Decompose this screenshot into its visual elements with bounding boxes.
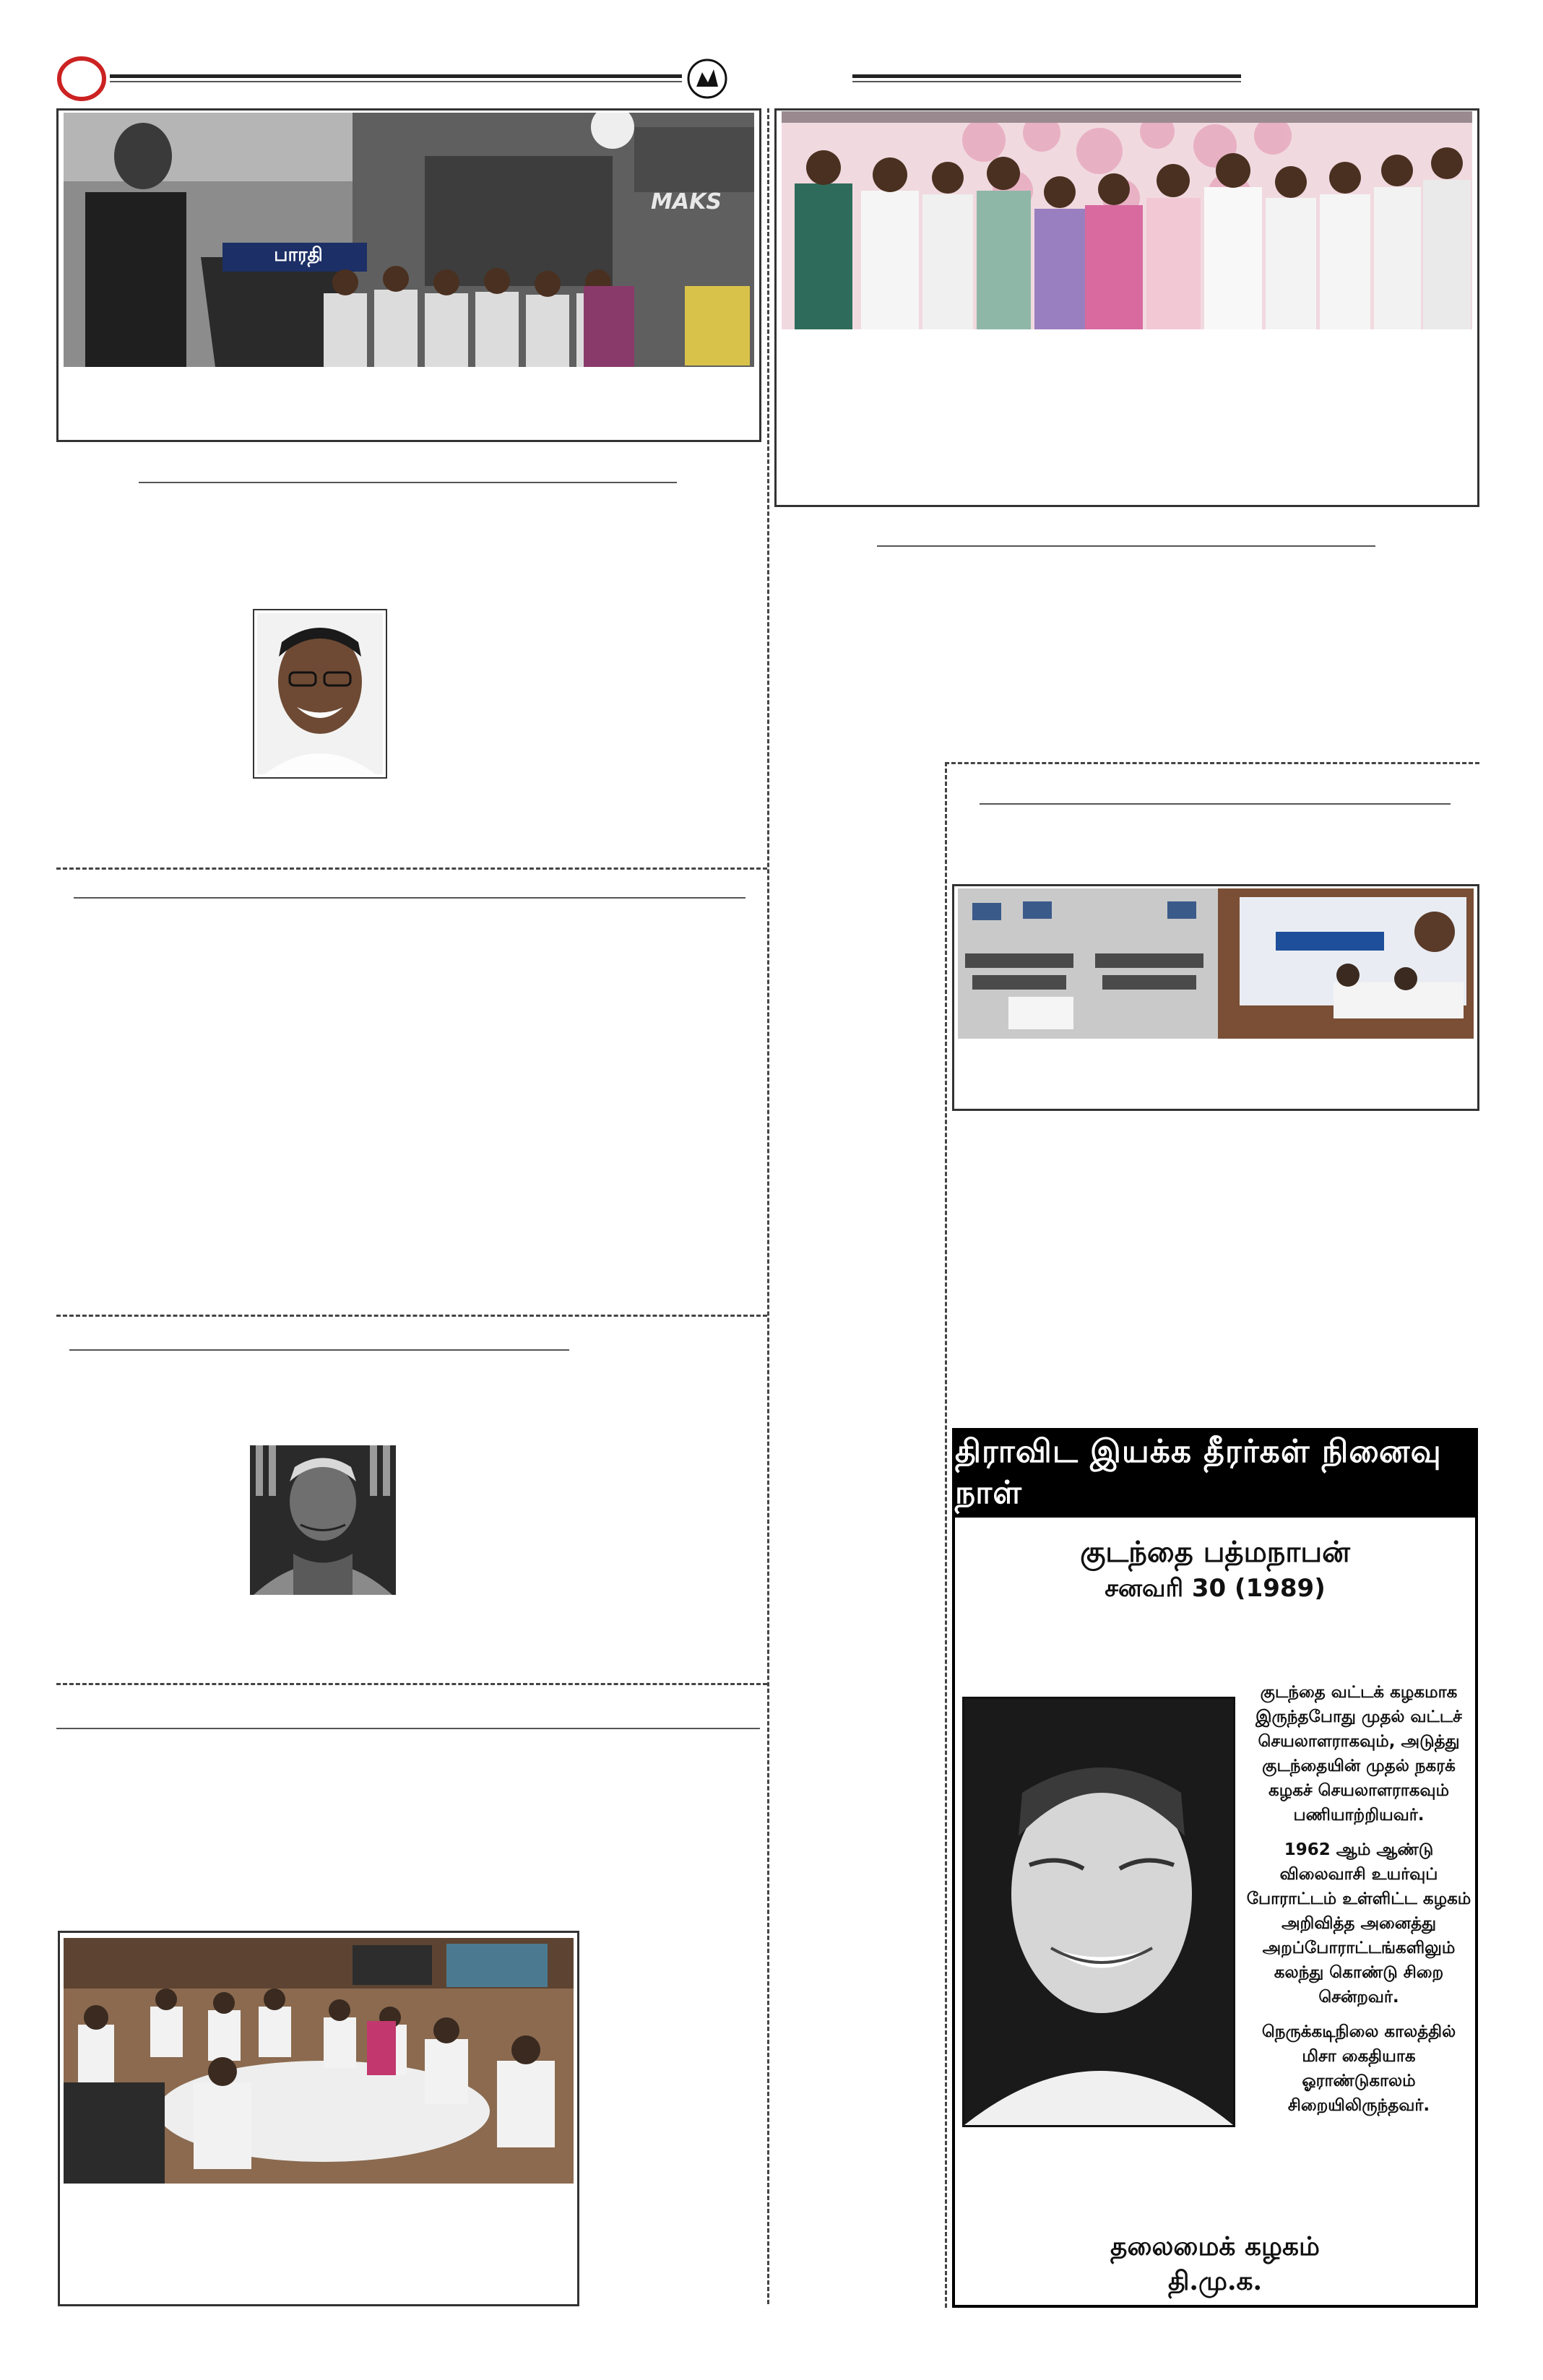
shop-sign-text: MAKS	[651, 189, 722, 215]
portrait-man-glasses	[257, 613, 383, 774]
memorial-org-line-1: தலைமைக் கழகம்	[1110, 2231, 1320, 2262]
memorial-bio	[1244, 1680, 1474, 2128]
wedding-group-photo	[782, 111, 1472, 329]
memorial-portrait	[962, 1697, 1235, 2127]
header-rule-left	[110, 74, 682, 78]
memorial-bio-para-1: குடந்தை வட்டக் கழகமாக இருந்தபோது முதல் வட்டச் செயலாளராகவும், அடுத்து குடந்தையின் முதல் நகரக் கழகச் செயலாளராகவும் பணியாற்றியவர்.	[1255, 1683, 1462, 1825]
speech-event-photo	[64, 113, 754, 367]
memorial-bio-para-2: 1962 ஆம் ஆண்டு விலைவாசி உயர்வுப் போராட்டம் உள்ளிட்ட கழகம் அறிவித்த அனைத்து அறப்போராட்டங்களிலும் கலந்து கொண்டு சிறை சென்றவர்.	[1246, 1840, 1471, 2007]
left-headline-rule-2	[74, 897, 745, 899]
right-inner-divider	[945, 762, 947, 2308]
conference-meeting-photo	[64, 1938, 574, 2184]
page-marker-ring-icon	[56, 55, 107, 103]
left-section-divider-2	[56, 1315, 767, 1317]
right-inner-top-divider	[945, 762, 1479, 764]
memorial-notice	[952, 1428, 1478, 2308]
right-headline-rule-2	[980, 803, 1451, 805]
portrait-elderly-woman	[250, 1445, 396, 1595]
left-headline-rule-3	[69, 1349, 569, 1351]
memorial-bio-para-3: நெருக்கடிநிலை காலத்தில் மிசா கைதியாக ஓராண்டுகாலம் சிறையிலிருந்தவர்.	[1261, 2022, 1456, 2115]
left-section-divider-1	[56, 867, 767, 870]
header-rule-left-under	[110, 81, 682, 82]
column-divider	[767, 108, 769, 2304]
header-rule-right-under	[852, 81, 1241, 82]
left-section-divider-3	[56, 1683, 767, 1685]
memorial-organisation	[955, 2229, 1475, 2298]
right-headline-rule-1	[877, 545, 1375, 547]
left-headline-rule-1	[139, 482, 677, 483]
memorial-date: சனவரி 30 (1989)	[1105, 1574, 1326, 1603]
podium-sign-text: பாரதி	[274, 244, 323, 266]
header-rule-right	[852, 74, 1241, 78]
rising-sun-emblem-icon	[686, 58, 728, 100]
video-conference-photo	[958, 888, 1474, 1039]
memorial-name: குடந்தை பத்மநாபன்	[1080, 1536, 1350, 1569]
memorial-org-line-2: தி.மு.க.	[1167, 2266, 1263, 2296]
memorial-header: திராவிட இயக்க தீரர்கள் நினைவு நாள்	[955, 1431, 1475, 1518]
left-headline-rule-4	[56, 1728, 760, 1729]
